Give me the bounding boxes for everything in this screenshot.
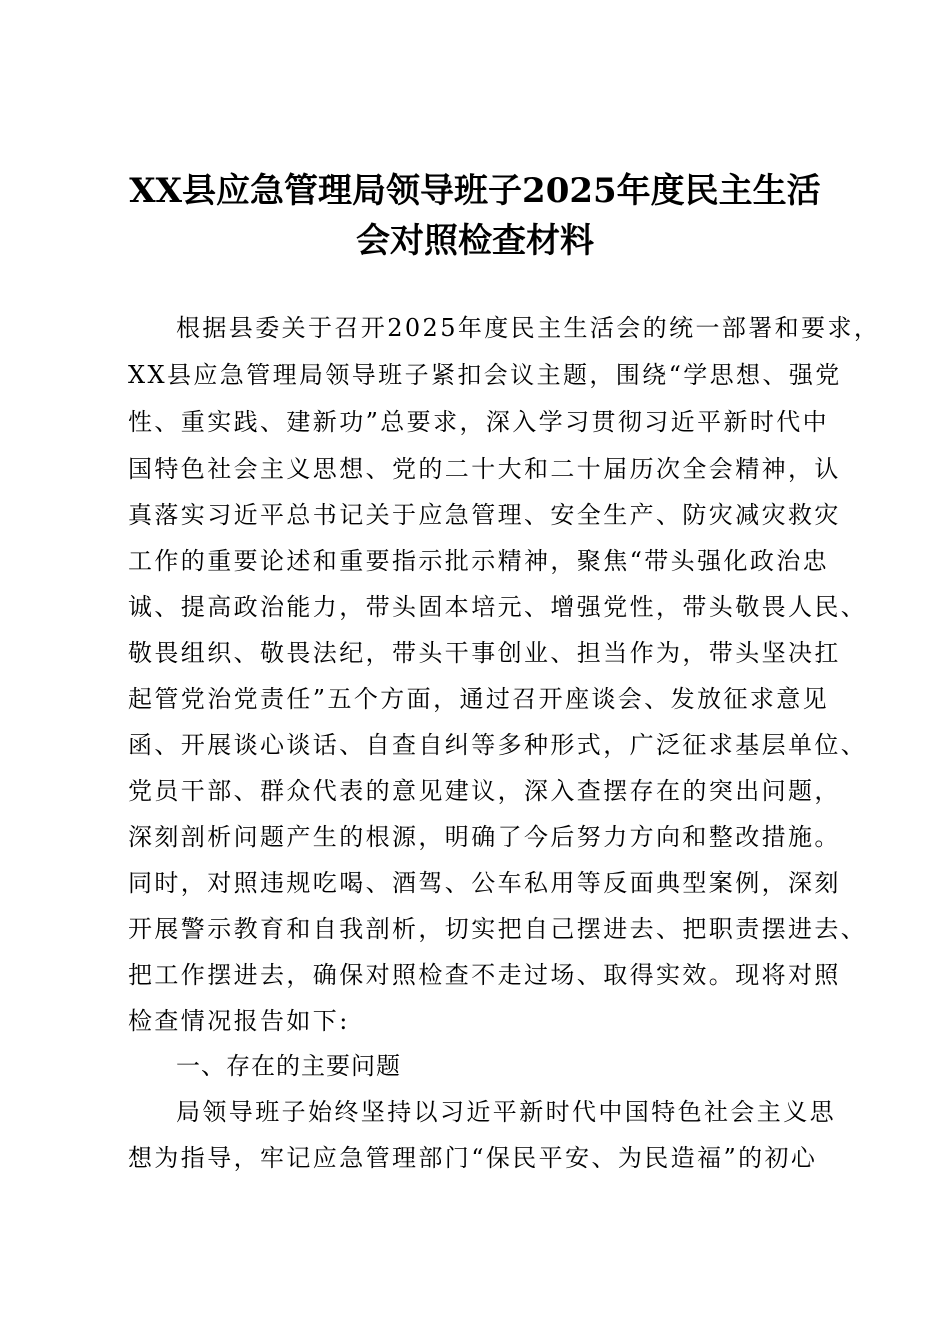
paragraph-1-line: 工作的重要论述和重要指示批示精神，聚焦“带头强化政治忠 [128,547,830,575]
paragraph-1-line: 诚、提高政治能力，带头固本培元、增强党性，带头敬畏人民、 [128,593,868,621]
paragraph-1-line: 党员干部、群众代表的意见建议，深入查摆存在的突出问题， [128,777,841,805]
paragraph-1-line: 根据县委关于召开2025年度民主生活会的统一部署和要求， [176,314,881,342]
title-line-2: 会对照检查材料 [356,221,594,261]
document-title [110,166,840,266]
paragraph-1-line: 开展警示教育和自我剖析，切实把自己摆进去、把职责摆进去、 [128,915,868,943]
paragraph-1-line: XX县应急管理局领导班子紧扣会议主题，围绕“学思想、强党 [128,361,842,389]
paragraph-2-line: 局领导班子始终坚持以习近平新时代中国特色社会主义思 [176,1098,836,1126]
paragraph-1-line: 性、重实践、建新功”总要求，深入学习贯彻习近平新时代中 [128,408,830,436]
paragraph-1-line: 函、开展谈心谈话、自查自纠等多种形式，广泛征求基层单位、 [128,731,868,759]
paragraph-1-line: 同时，对照违规吃喝、酒驾、公车私用等反面典型案例，深刻 [128,869,841,897]
paragraph-1-line: 把工作摆进去，确保对照检查不走过场、取得实效。现将对照 [128,961,841,989]
paragraph-1-line: 国特色社会主义思想、党的二十大和二十届历次全会精神，认 [128,455,841,483]
paragraph-1-line: 真落实习近平总书记关于应急管理、安全生产、防灾减灾救灾 [128,501,841,529]
section-heading: 一、存在的主要问题 [176,1052,401,1080]
paragraph-1-line: 检查情况报告如下: [128,1007,350,1035]
paragraph-1-line: 深刻剖析问题产生的根源，明确了今后努力方向和整改措施。 [128,823,841,851]
paragraph-1-line: 敬畏组织、敬畏法纪，带头干事创业、担当作为，带头坚决扛 [128,639,841,667]
paragraph-2-line: 想为指导，牢记应急管理部门“保民平安、为民造福”的初心 [128,1144,818,1172]
title-line-1: XX县应急管理局领导班子2025年度民主生活 [129,171,821,211]
paragraph-1-line: 起管党治党责任”五个方面，通过召开座谈会、发放征求意见 [128,685,830,713]
